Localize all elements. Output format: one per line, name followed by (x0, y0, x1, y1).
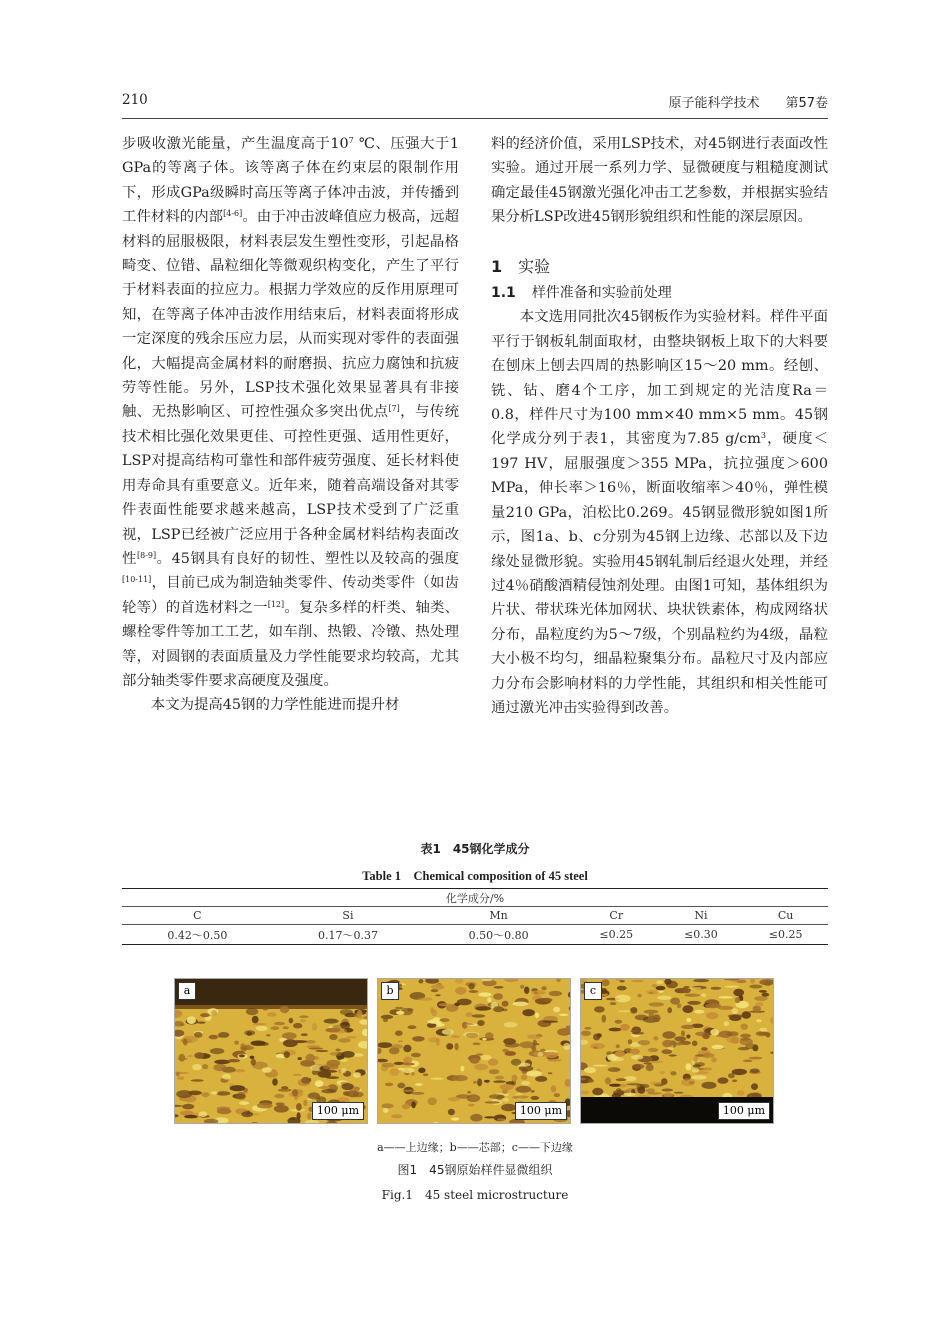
scale-bar: 100 μm (312, 1102, 364, 1120)
table-header-cell: Si (273, 907, 424, 925)
paragraph: 本文选用同批次45钢板作为实验材料。样件平面平行于钢板轧制面取材，由整块钢板上取下的大料要在刨床上刨去四周的热影响区15～20 mm。经刨、铣、钻、磨4个工序，加工到规定的光洁度Ra＝0.8，样件尺寸为100 mm×40 mm×5 mm。45钢化学成分列于表1，其密度为7.85 $g/cm^3$，硬度＜197 HV，屈服强度＞355 MPa，抗拉强度＞600 MPa，伸长率＞16％，断面收缩率＞40％，弹性模量210 GPa，泊松比0.269。45钢显微形貌如图1所示，图1a、b、c分别为45钢上边缘、芯部以及下边缘处显微形貌。实验用45钢轧制后经退火处理，并经过4％硝酸酒精侵蚀剂处理。由图1可知，基体组织为片状、带状珠光体加网状、块状铁素体，构成网络状分布，晶粒度约为5～7级，个别晶粒约为4级，晶粒大小极不均匀，细晶粒聚集分布。晶粒尺寸及内部应力分布会影响材料的力学性能，其组织和相关性能可通过激光冲击实验得到改善。 (491, 309, 828, 716)
table-cell: 0.17～0.37 (273, 925, 424, 945)
figure-caption-cn: 图1 45钢原始样件显微组织 (397, 1163, 553, 1177)
paragraph: 本文为提高45钢的力学性能进而提升材 (150, 697, 400, 714)
left-column (122, 132, 459, 718)
scale-bar: 100 μm (515, 1102, 567, 1120)
running-header (642, 92, 828, 116)
table-header-cell: Cu (743, 907, 828, 925)
micrograph-c (580, 978, 774, 1124)
citation: [12] (267, 599, 285, 609)
journal-name: 原子能科学技术 (668, 96, 760, 111)
panel-label: a (178, 982, 196, 1000)
figure-legend: a——上边缘；b——芯部；c——下边缘 (377, 1141, 573, 1154)
table-cell: 0.42～0.50 (122, 925, 273, 945)
citation: [8-9] (136, 550, 157, 560)
figure-caption-en: Fig.1 45 steel microstructure (381, 1188, 569, 1202)
right-column (491, 132, 828, 720)
table-cell: ≤0.30 (659, 925, 744, 945)
table-header-cell: Mn (423, 907, 574, 925)
paragraph: 料的经济价值，采用LSP技术，对45钢进行表面改性实验。通过开展一系列力学、显微硬度与粗糙度测试确定最佳45钢激光强化冲击工艺参数，并根据实验结果分析LSP改进45钢形貌组织和性能的深层原因。 (491, 136, 828, 226)
micrograph-a (174, 978, 368, 1124)
citation: [4-6] (223, 209, 243, 219)
paragraph: 步吸收激光能量，产生温度高于$10^7$ ℃、压强大于1 GPa的等离子体。该等离子体在约束层的限制作用下，形成GPa级瞬时高压等离子体冲击波，并传播到工件材料的内部[4-6]。由于冲击波峰值应力极高，远超材料的屈服极限，材料表层发生塑性变形，引起晶格畸变、位错、晶粒细化等微观织构变化，产生了平行于材料表面的拉应力。根据力学效应的反作用原理可知，在等离子体冲击波作用结束后，材料表面将形成一定深度的残余压应力层，从而实现对零件的表面强化，大幅提高金属材料的耐磨损、抗应力腐蚀和抗疲劳等性能。另外，LSP技术强化效果显著具有非接触、无热影响区、可控性强众多突出优点[7]，与传统技术相比强化效果更佳、可控性更强、适用性更好，LSP对提高结构可靠性和部件疲劳强度、延长材料使用寿命具有重要意义。近年来，随着高端设备对其零件表面性能要求越来越高，LSP技术受到了广泛重视，LSP已经被广泛应用于各种金属材料结构表面改性[8-9]。45钢具有良好的韧性、塑性以及较高的强度[10-11]，目前已成为制造轴类零件、传动类零件（如齿轮等）的首选材料之一[12]。复杂多样的杆类、轴类、螺栓零件等加工工艺，如车削、热锻、冷镦、热处理等，对圆钢的表面质量及力学性能要求均较高，尤其部分轴类零件要求高硬度及强度。 (122, 136, 459, 689)
table-cell: 0.50～0.80 (423, 925, 574, 945)
scale-bar: 100 μm (718, 1102, 770, 1120)
header-rule (122, 118, 828, 119)
table-header-cell: Ni (659, 907, 744, 925)
table-cell: ≤0.25 (743, 925, 828, 945)
table-header-cell: C (122, 907, 273, 925)
table-caption-cn: 表1 45钢化学成分 (420, 842, 530, 856)
citation: [10-11] (122, 575, 152, 585)
citation: [7] (388, 404, 400, 414)
section-heading: 1 实验 (491, 256, 551, 276)
table-group-header: 化学成分/% (122, 889, 828, 907)
volume-label: 第57卷 (785, 96, 828, 111)
table-caption-en: Table 1 Chemical composition of 45 steel (362, 869, 588, 883)
subsection-heading: 1.1 样件准备和实验前处理 (491, 285, 672, 302)
table-cell: ≤0.25 (574, 925, 659, 945)
composition-table (122, 888, 828, 945)
micrograph-b (377, 978, 571, 1124)
table-header-cell: Cr (574, 907, 659, 925)
panel-label: b (381, 982, 399, 1000)
page-number: 210 (122, 92, 148, 108)
panel-label: c (584, 982, 602, 1000)
